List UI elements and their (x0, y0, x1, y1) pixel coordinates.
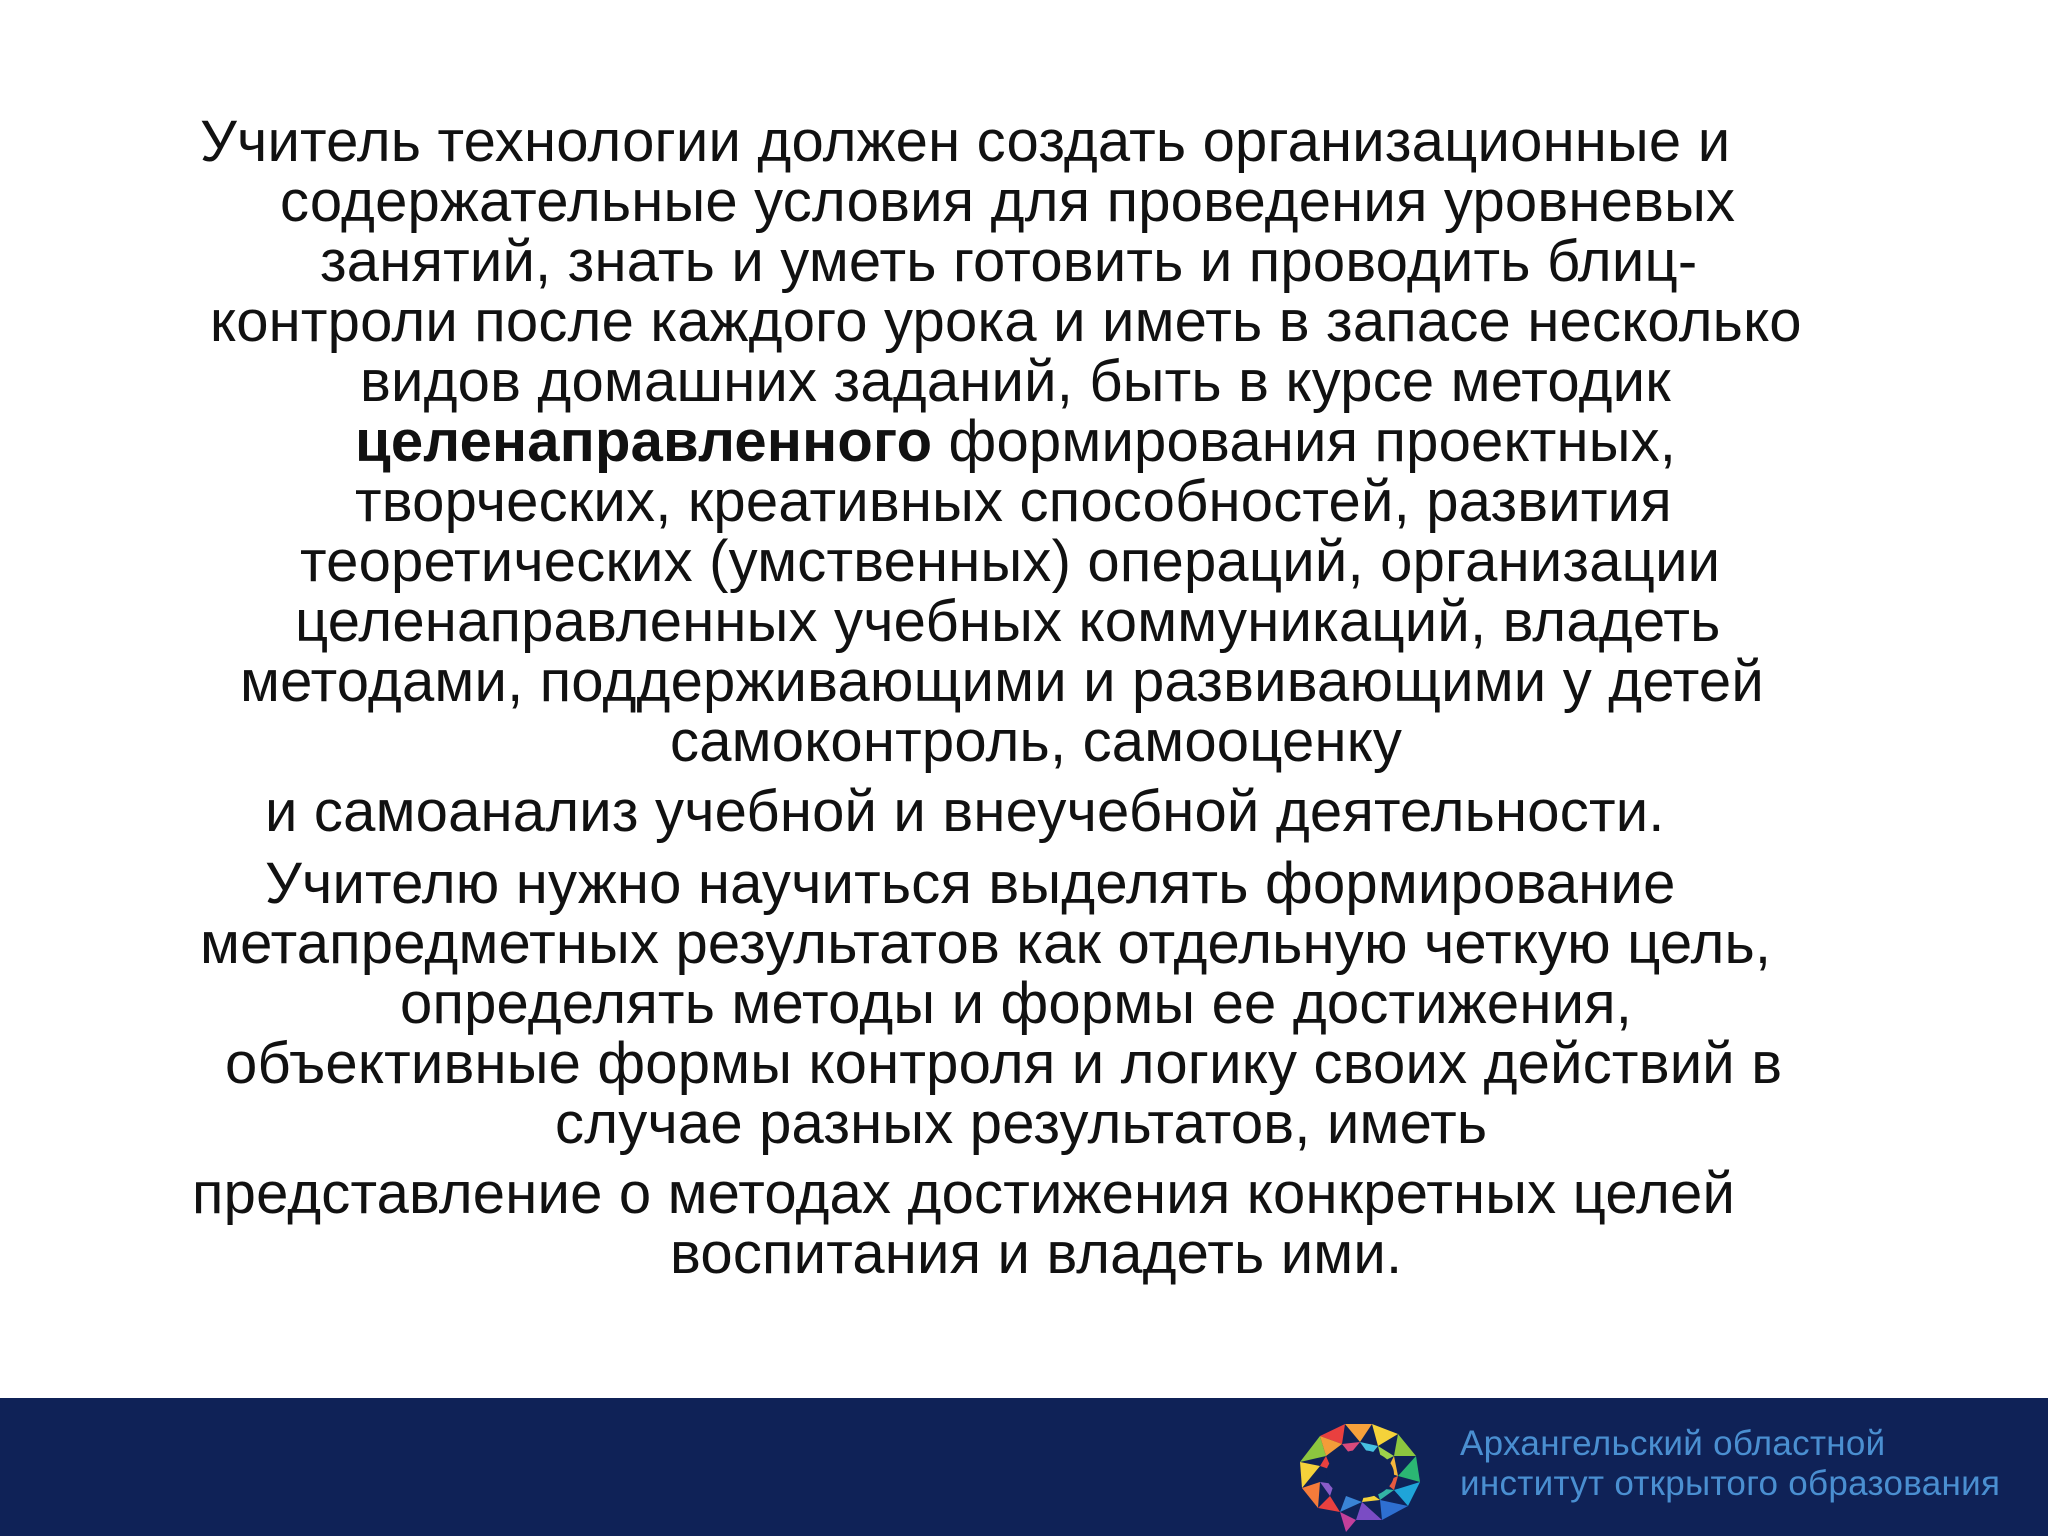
text-line-19: воспитания и владеть ими. (670, 1221, 1403, 1286)
org-name-line-2: институт открытого образования (1460, 1464, 2001, 1503)
text-line-6 (355, 409, 1677, 474)
text-line-11: самоконтроль, самооценку (670, 709, 1403, 774)
text-line-16: объективные формы контроля и логику своих действий в (225, 1031, 1783, 1096)
text-line-17: случае разных результатов, иметь (555, 1091, 1488, 1156)
text-line-10: методами, поддерживающими и развивающими у детей (240, 649, 1764, 714)
text-line-7: творческих, креативных способностей, развития (355, 469, 1672, 534)
bold-word: целенаправленного (355, 409, 933, 474)
speech-bubble-mosaic-logo (1290, 1416, 1430, 1534)
text-line-2: содержательные условия для проведения уровневых (280, 169, 1736, 234)
text-line-5: видов домашних заданий, быть в курсе методик (360, 349, 1671, 414)
text-line-18: представление о методах достижения конкретных целей (192, 1161, 1736, 1226)
text-line-1: Учитель технологии должен создать организационные и (200, 109, 1731, 174)
text-line-6-rest: формирования проектных, (948, 409, 1677, 474)
text-line-14: метапредметных результатов как отдельную четкую цель, (200, 911, 1772, 976)
text-line-13: Учителю нужно научиться выделять формирование (265, 851, 1676, 916)
text-line-9: целенаправленных учебных коммуникаций, владеть (295, 589, 1721, 654)
slide-body-text (150, 109, 1910, 1342)
text-line-15: определять методы и формы ее достижения, (400, 971, 1633, 1036)
text-line-4: контроли после каждого урока и иметь в запасе несколько (210, 289, 1802, 354)
footer-bar (0, 1398, 2048, 1536)
org-name-line-1: Архангельский областной (1460, 1424, 1886, 1463)
text-line-8: теоретических (умственных) операций, организации (300, 529, 1721, 594)
text-line-3: занятий, знать и уметь готовить и проводить блиц- (320, 229, 1698, 294)
text-line-12: и самоанализ учебной и внеучебной деятельности. (265, 779, 1665, 844)
